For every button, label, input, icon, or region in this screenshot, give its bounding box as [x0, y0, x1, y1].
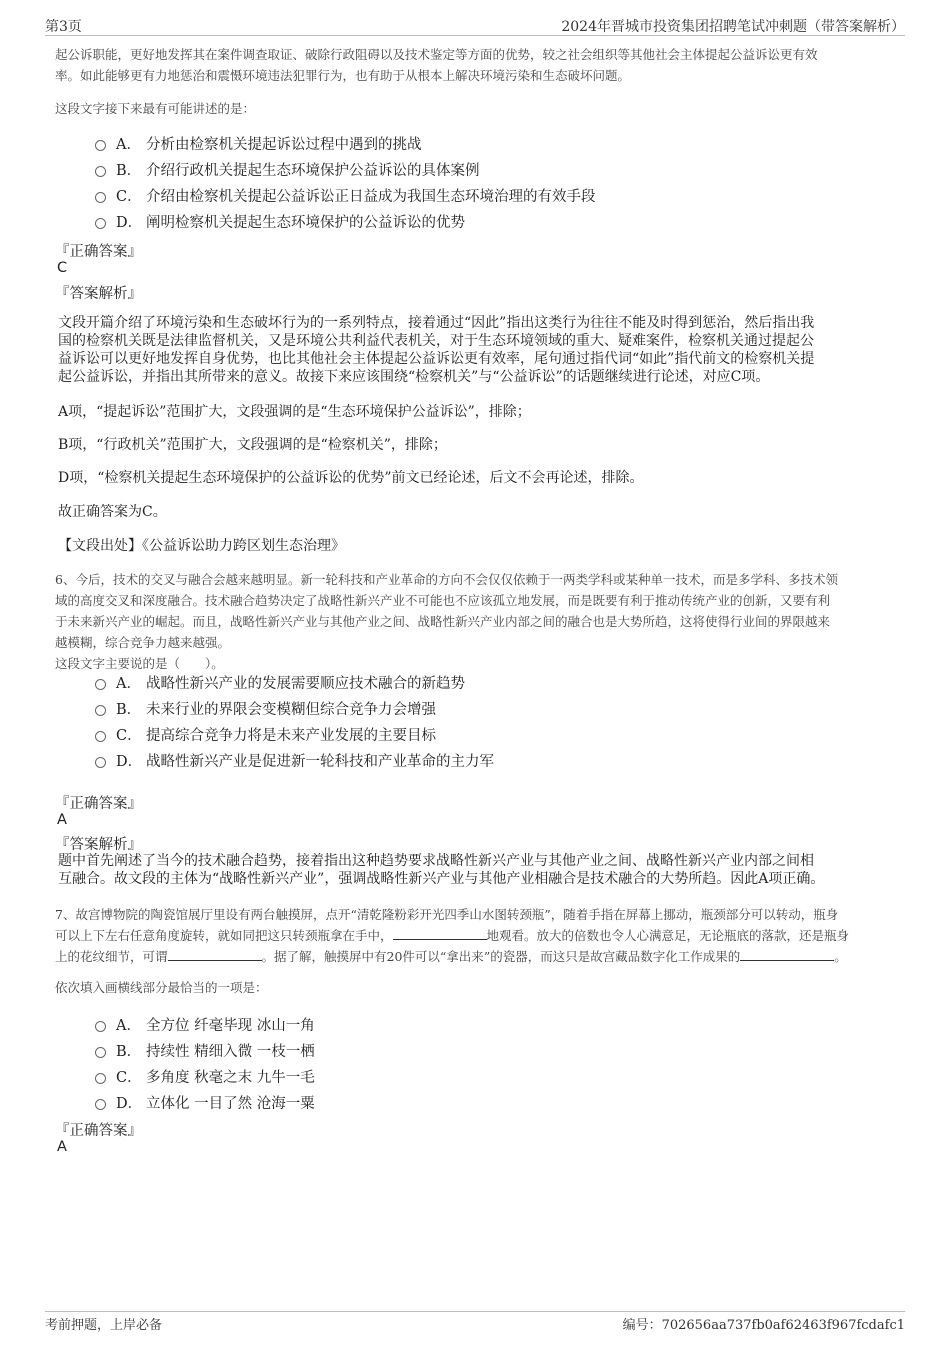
option-text: 提高综合竞争力将是未来产业发展的主要目标: [146, 727, 436, 744]
analysis-line: 互融合。故文段的主体为“战略性新兴产业”，强调战略性新兴产业与其他产业相融合是技术融合的大势所趋。因此A项正确。: [58, 871, 825, 887]
radio-icon[interactable]: [95, 757, 106, 768]
q6-passage: [55, 569, 915, 674]
passage-line: 这段文字主要说的是（ ）。: [55, 656, 224, 671]
q7-option-c[interactable]: [95, 1065, 315, 1087]
analysis-line: 起公益诉讼，并指出其所带来的意义。故接下来应该围绕“检察机关”与“公益诉讼”的话题继续进行论述，对应C项。: [58, 369, 770, 385]
q6-option-d[interactable]: [95, 749, 494, 771]
q5-analysis-b: B项，“行政机关”范围扩大，文段强调的是“检察机关”，排除；: [58, 437, 447, 453]
option-text: 全方位 纤毫毕现 冰山一角: [146, 1017, 315, 1034]
option-text: 阐明检察机关提起生态环境保护的公益诉讼的优势: [146, 214, 465, 231]
option-text: 分析由检察机关提起诉讼过程中遇到的挑战: [146, 136, 422, 153]
fill-blank-1[interactable]: [393, 927, 487, 940]
passage-line: 7、故宫博物院的陶瓷馆展厅里设有两台触摸屏，点开“清乾隆粉彩开光四季山水图转颈瓶”，随着手指在屏幕上挪动，瓶颈部分可以转动，瓶身: [55, 907, 839, 922]
passage-fragment: 。据了解，触摸屏中有20件可以“拿出来”的瓷器，而这只是故宫藏品数字化工作成果的: [261, 949, 741, 964]
passage-fragment: 可以上下左右任意角度旋转，就如同把这只转颈瓶拿在手中，: [55, 928, 393, 943]
option-letter: A．: [116, 1017, 141, 1034]
radio-icon[interactable]: [95, 1073, 106, 1084]
footer-rule: [45, 1311, 905, 1312]
footer-slogan: 考前押题，上岸必备: [45, 1318, 163, 1333]
option-letter: C．: [116, 1069, 142, 1086]
option-letter: C．: [116, 727, 142, 744]
radio-icon[interactable]: [95, 1021, 106, 1032]
radio-icon[interactable]: [95, 166, 106, 177]
option-text: 多角度 秋毫之末 九牛一毛: [146, 1069, 315, 1086]
q6-analysis: [58, 852, 918, 888]
q5-answer: C: [57, 260, 68, 276]
q5-option-c[interactable]: [95, 184, 596, 206]
q7-option-d[interactable]: [95, 1091, 315, 1113]
radio-icon[interactable]: [95, 218, 106, 229]
radio-icon[interactable]: [95, 705, 106, 716]
q6-answer: A: [57, 812, 67, 828]
q7-option-b[interactable]: [95, 1039, 315, 1061]
q5-answer-label: 『正确答案』: [55, 244, 142, 260]
analysis-line: 题中首先阐述了当今的技术融合趋势，接着指出这种趋势要求战略性新兴产业与其他产业之间、战略性新兴产业内部之间相: [58, 853, 814, 869]
page-number: 第3页: [45, 19, 82, 35]
analysis-line: 益诉讼可以更好地发挥自身优势，也比其他社会主体提起公益诉讼更有效率，尾句通过指代词“如此”指代前文的检察机关提: [58, 351, 815, 367]
option-text: 未来行业的界限会变模糊但综合竞争力会增强: [146, 701, 436, 718]
q6-option-c[interactable]: [95, 723, 436, 745]
option-letter: B．: [116, 162, 142, 179]
q5-option-a[interactable]: [95, 132, 422, 154]
option-text: 战略性新兴产业的发展需要顺应技术融合的新趋势: [146, 675, 465, 692]
passage-fragment: 。: [834, 949, 847, 964]
option-letter: C．: [116, 188, 142, 205]
q5-option-d[interactable]: [95, 210, 465, 232]
passage-line: [55, 925, 915, 946]
q5-analysis: [58, 314, 918, 386]
radio-icon[interactable]: [95, 679, 106, 690]
passage-line: 于未来新兴产业的崛起。而且，战略性新兴产业与其他产业之间、战略性新兴产业内部之间的融合也是大势所趋，这将使得行业间的界限越来: [55, 614, 831, 629]
q7-prompt: 依次填入画横线部分最恰当的一项是：: [55, 980, 268, 995]
passage-line: 起公诉职能，更好地发挥其在案件调查取证、破除行政阻碍以及技术鉴定等方面的优势，较之社会组织等其他社会主体提起公益诉讼更有效: [55, 47, 818, 62]
q6-option-b[interactable]: [95, 697, 436, 719]
passage-line: 6、今后，技术的交叉与融合会越来越明显。新一轮科技和产业革命的方向不会仅仅依赖于一两类学科或某种单一技术，而是多学科、多技术领: [55, 572, 838, 587]
option-text: 战略性新兴产业是促进新一轮科技和产业革命的主力军: [146, 753, 494, 770]
q6-answer-label: 『正确答案』: [55, 796, 142, 812]
radio-icon[interactable]: [95, 1047, 106, 1058]
option-letter: D．: [116, 214, 143, 231]
option-letter: A．: [116, 675, 141, 692]
option-letter: B．: [116, 701, 142, 718]
fill-blank-3[interactable]: [740, 948, 834, 961]
q5-conclusion: 故正确答案为C。: [58, 504, 167, 520]
analysis-line: 国的检察机关既是法律监督机关，又是环境公共利益代表机关，对于生态环境领域的重大、疑难案件，检察机关通过提起公: [58, 333, 814, 349]
option-text: 持续性 精细入微 一枝一栖: [146, 1043, 315, 1060]
q5-passage: [55, 44, 915, 86]
option-text: 介绍由检察机关提起公益诉讼正日益成为我国生态环境治理的有效手段: [146, 188, 596, 205]
option-letter: D．: [116, 1095, 143, 1112]
option-text: 立体化 一目了然 沧海一粟: [146, 1095, 315, 1112]
passage-line: 率。如此能够更有力地惩治和震慑环境违法犯罪行为，也有助于从根本上解决环境污染和生态破坏问题。: [55, 68, 631, 83]
passage-line: [55, 946, 915, 967]
radio-icon[interactable]: [95, 140, 106, 151]
q6-analysis-label: 『答案解析』: [55, 837, 142, 853]
q5-prompt: 这段文字接下来最有可能讲述的是：: [55, 101, 256, 116]
q6-option-a[interactable]: [95, 671, 465, 693]
option-letter: A．: [116, 136, 141, 153]
q5-analysis-label: 『答案解析』: [55, 286, 142, 302]
q5-analysis-d: D项，“检察机关提起生态环境保护的公益诉讼的优势”前文已经论述，后文不会再论述，排除。: [58, 470, 644, 486]
document-id: 编号：702656aa737fb0af62463f967fcdafc1: [622, 1318, 905, 1333]
option-letter: B．: [116, 1043, 142, 1060]
option-letter: D．: [116, 753, 143, 770]
q5-option-b[interactable]: [95, 158, 480, 180]
q7-answer: A: [57, 1139, 67, 1155]
radio-icon[interactable]: [95, 192, 106, 203]
q5-analysis-a: A项，“提起诉讼”范围扩大，文段强调的是“生态环境保护公益诉讼”，排除；: [58, 404, 531, 420]
radio-icon[interactable]: [95, 731, 106, 742]
passage-fragment: 地观看。放大的倍数也令人心满意足，无论瓶底的落款，还是瓶身: [486, 928, 850, 943]
fill-blank-2[interactable]: [168, 948, 262, 961]
q7-answer-label: 『正确答案』: [55, 1123, 142, 1139]
passage-fragment: 上的花纹细节，可谓: [55, 949, 168, 964]
passage-line: 越模糊，综合竞争力越来越强。: [55, 635, 231, 650]
q5-source: 【文段出处】《公益诉讼助力跨区划生态治理》: [58, 538, 345, 554]
q7-passage: [55, 904, 915, 967]
analysis-line: 文段开篇介绍了环境污染和生态破坏行为的一系列特点，接着通过“因此”指出这类行为往往不能及时得到惩治，然后指出我: [58, 315, 815, 331]
passage-line: 域的高度交叉和深度融合。技术融合趋势决定了战略性新兴产业不可能也不应该孤立地发展，而是既要有利于推动传统产业的创新，又要有利: [55, 593, 831, 608]
option-text: 介绍行政机关提起生态环境保护公益诉讼的具体案例: [146, 162, 480, 179]
header-rule: [45, 35, 905, 36]
radio-icon[interactable]: [95, 1099, 106, 1110]
q7-option-a[interactable]: [95, 1013, 315, 1035]
document-title: 2024年晋城市投资集团招聘笔试冲刺题（带答案解析）: [561, 19, 905, 35]
